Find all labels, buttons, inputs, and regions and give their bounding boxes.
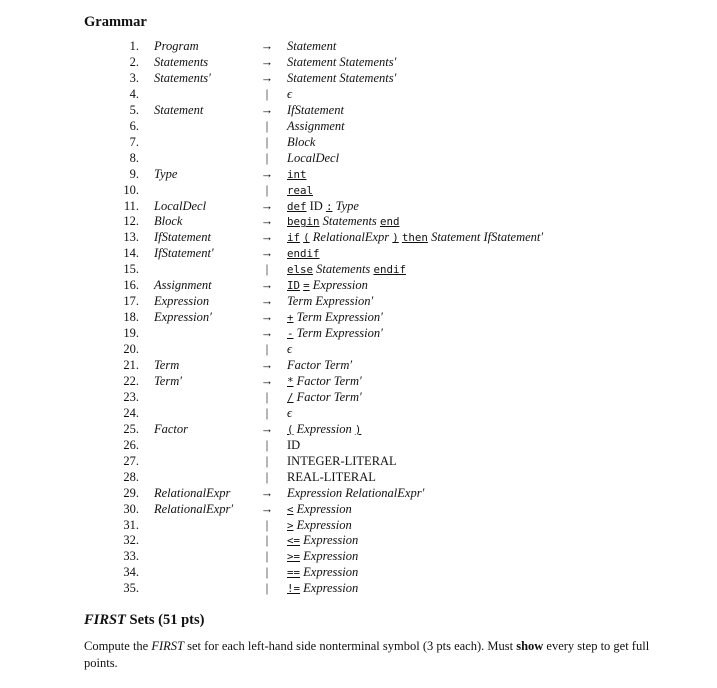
- nonterminal-symbol: Block: [287, 134, 316, 149]
- production-arrow: →: [260, 54, 274, 69]
- rule-rhs: [287, 182, 313, 199]
- nonterminal-symbol: Term Expression′: [293, 326, 383, 341]
- rule-number: 28.: [123, 469, 139, 484]
- nonterminal-symbol: Statement: [287, 39, 337, 53]
- rule-lhs: Expression: [154, 294, 210, 309]
- nonterminal-symbol: Term Expression′: [293, 310, 383, 325]
- rule-rhs: [287, 405, 292, 421]
- rule-lhs: Program: [154, 39, 199, 53]
- rule-number: 27.: [123, 453, 139, 468]
- rule-number: 9.: [129, 166, 139, 181]
- grammar-rule: [0, 580, 717, 596]
- production-arrow: →: [260, 198, 274, 213]
- rule-rhs: [287, 548, 358, 565]
- nonterminal-symbol: Expression: [309, 278, 368, 293]
- grammar-rule: [0, 501, 717, 517]
- alternative-bar: |: [265, 453, 269, 468]
- rule-rhs: [287, 118, 345, 134]
- rule-number: 3.: [129, 70, 139, 85]
- first-sets-instructions: [84, 638, 664, 672]
- nonterminal-symbol: Factor Term′: [293, 389, 362, 404]
- nonterminal-symbol: Expression RelationalExpr′: [287, 485, 425, 500]
- nonterminal-symbol: ϵ: [287, 405, 293, 420]
- nonterminal-symbol: Type: [332, 198, 359, 213]
- nonterminal-symbol: Expression: [293, 517, 352, 532]
- instr-text-show: show: [516, 639, 544, 653]
- production-arrow: →: [260, 326, 274, 341]
- nonterminal-symbol: Statements: [319, 214, 380, 229]
- terminal-token: !=: [287, 582, 301, 596]
- grammar-rule: [0, 229, 717, 245]
- rule-number: 23.: [123, 389, 139, 404]
- nonterminal-symbol: LocalDecl: [287, 150, 340, 165]
- grammar-rule: [0, 118, 717, 134]
- production-arrow: →: [260, 294, 274, 309]
- rule-number: 32.: [123, 533, 139, 548]
- token-text: ID: [287, 437, 301, 452]
- production-arrow: →: [260, 278, 274, 293]
- grammar-rule: [0, 182, 717, 198]
- alternative-bar: |: [265, 86, 269, 101]
- rule-rhs: [287, 54, 396, 70]
- production-arrow: →: [260, 373, 274, 388]
- terminal-token: :: [325, 199, 333, 213]
- grammar-rule: [0, 213, 717, 229]
- nonterminal-symbol: Statement IfStatement′: [427, 230, 544, 245]
- terminal-token: ==: [287, 566, 301, 580]
- rule-rhs: [287, 341, 292, 357]
- rule-lhs: Statement: [154, 102, 204, 117]
- rule-lhs: IfStatement′: [154, 246, 214, 261]
- rule-rhs: [287, 261, 406, 278]
- grammar-rule: [0, 437, 717, 453]
- grammar-rule: [0, 421, 717, 437]
- terminal-token: >: [287, 518, 294, 532]
- rule-rhs: [287, 517, 352, 534]
- rule-number: 26.: [123, 437, 139, 452]
- terminal-token: /: [287, 390, 294, 404]
- alternative-bar: |: [265, 437, 269, 452]
- rule-number: 25.: [123, 421, 139, 436]
- alternative-bar: |: [265, 389, 269, 404]
- rule-lhs: RelationalExpr′: [154, 501, 234, 516]
- rule-rhs: [287, 389, 362, 406]
- terminal-token: endif: [287, 247, 320, 261]
- rule-number: 14.: [123, 246, 139, 261]
- rule-rhs: [287, 580, 358, 597]
- alternative-bar: |: [265, 469, 269, 484]
- grammar-heading: Grammar: [84, 14, 147, 30]
- production-arrow: →: [260, 358, 274, 372]
- nonterminal-symbol: Expression: [293, 421, 355, 436]
- nonterminal-symbol: Assignment: [287, 118, 345, 133]
- instr-text-2: set for each left-hand side nonterminal symbol (3 pts each). Must: [184, 639, 517, 653]
- nonterminal-symbol: Expression: [300, 581, 359, 596]
- token-text: ID: [306, 198, 326, 213]
- rule-rhs: [287, 229, 543, 246]
- grammar-rule: [0, 389, 717, 405]
- rule-lhs: Statements: [154, 54, 209, 69]
- terminal-token: =: [303, 279, 310, 293]
- rule-number: 31.: [123, 517, 139, 532]
- rule-rhs: [287, 485, 424, 501]
- rule-lhs: Term: [154, 358, 180, 372]
- grammar-rule: [0, 469, 717, 485]
- rule-number: 1.: [129, 39, 139, 53]
- rule-lhs: RelationalExpr: [154, 485, 231, 500]
- rule-number: 22.: [123, 373, 139, 388]
- grammar-rule: [0, 309, 717, 325]
- rule-number: 35.: [123, 581, 139, 596]
- grammar-rule: [0, 102, 717, 118]
- alternative-bar: |: [265, 134, 269, 149]
- instr-text-1: Compute the: [84, 639, 152, 653]
- alternative-bar: |: [265, 182, 269, 197]
- rule-rhs: [287, 325, 383, 342]
- rule-rhs: [287, 198, 359, 215]
- grammar-rule: [0, 548, 717, 564]
- terminal-token: (: [287, 422, 294, 436]
- grammar-rule: [0, 357, 717, 373]
- production-arrow: →: [260, 70, 274, 85]
- rule-lhs: LocalDecl: [154, 198, 207, 213]
- grammar-rule: [0, 373, 717, 389]
- rule-rhs: [287, 70, 396, 86]
- alternative-bar: |: [265, 533, 269, 548]
- first-sets-heading-italic: FIRST: [84, 612, 126, 628]
- nonterminal-symbol: Term Expression′: [287, 294, 374, 309]
- terminal-token: *: [287, 374, 294, 388]
- rule-number: 12.: [123, 214, 139, 229]
- terminal-token: real: [287, 183, 314, 197]
- instr-text-first: FIRST: [151, 639, 184, 653]
- rule-number: 7.: [129, 134, 139, 149]
- rule-rhs: [287, 38, 336, 54]
- production-arrow: →: [260, 39, 274, 53]
- terminal-token: int: [287, 167, 307, 181]
- rule-number: 19.: [123, 326, 139, 341]
- rule-number: 2.: [129, 54, 139, 69]
- rule-rhs: [287, 150, 339, 166]
- alternative-bar: |: [265, 405, 269, 420]
- rule-rhs: [287, 373, 362, 390]
- grammar-rule: [0, 325, 717, 341]
- terminal-token: <: [287, 502, 294, 516]
- rule-lhs: Assignment: [154, 278, 212, 293]
- terminal-token: >=: [287, 550, 301, 564]
- grammar-rule: [0, 198, 717, 214]
- rule-number: 5.: [129, 102, 139, 117]
- terminal-token: if: [287, 231, 301, 245]
- nonterminal-symbol: RelationalExpr: [309, 230, 393, 245]
- rule-lhs: Factor: [154, 421, 189, 436]
- terminal-token: +: [287, 311, 294, 325]
- nonterminal-symbol: Expression: [300, 533, 359, 548]
- alternative-bar: |: [265, 262, 269, 277]
- alternative-bar: |: [265, 150, 269, 165]
- terminal-token: endif: [373, 263, 406, 277]
- terminal-token: ): [392, 231, 399, 245]
- production-arrow: →: [260, 246, 274, 261]
- production-arrow: →: [260, 421, 274, 436]
- rule-rhs: [287, 213, 399, 230]
- token-text: INTEGER-LITERAL: [287, 453, 397, 468]
- first-sets-heading: [84, 612, 204, 629]
- production-arrow: →: [260, 310, 274, 325]
- rule-rhs: [287, 501, 352, 518]
- rule-rhs: [287, 134, 315, 150]
- terminal-token: <=: [287, 534, 301, 548]
- nonterminal-symbol: Factor Term′: [287, 358, 353, 372]
- terminal-token: begin: [287, 215, 320, 229]
- rule-number: 6.: [129, 118, 139, 133]
- rule-number: 33.: [123, 549, 139, 564]
- alternative-bar: |: [265, 565, 269, 580]
- nonterminal-symbol: ϵ: [287, 342, 293, 357]
- production-arrow: →: [260, 166, 274, 181]
- rule-lhs: Statements′: [154, 70, 211, 85]
- nonterminal-symbol: Statement Statements′: [287, 54, 397, 69]
- grammar-rule: [0, 134, 717, 150]
- production-arrow: →: [260, 230, 274, 245]
- terminal-token: then: [401, 231, 428, 245]
- instr-text-3: every step to get full points.: [84, 639, 650, 670]
- terminal-token: -: [287, 327, 294, 341]
- terminal-token: (: [303, 231, 310, 245]
- alternative-bar: |: [265, 342, 269, 357]
- grammar-rule: [0, 485, 717, 501]
- grammar-rule: [0, 277, 717, 293]
- token-text: REAL-LITERAL: [287, 469, 376, 484]
- terminal-token: def: [287, 199, 307, 213]
- grammar-rule: [0, 261, 717, 277]
- rule-rhs: [287, 86, 292, 102]
- rule-number: 20.: [123, 342, 139, 357]
- rule-lhs: Type: [154, 166, 178, 181]
- production-arrow: →: [260, 485, 274, 500]
- rule-number: 4.: [129, 86, 139, 101]
- alternative-bar: |: [265, 118, 269, 133]
- alternative-bar: |: [265, 549, 269, 564]
- rule-number: 8.: [129, 150, 139, 165]
- grammar-rule: [0, 517, 717, 533]
- grammar-rule: [0, 38, 717, 54]
- rule-number: 34.: [123, 565, 139, 580]
- grammar-rule: [0, 405, 717, 421]
- rule-rhs: [287, 309, 383, 326]
- rule-number: 29.: [123, 485, 139, 500]
- production-arrow: →: [260, 102, 274, 117]
- grammar-rule: [0, 453, 717, 469]
- grammar-rule: [0, 54, 717, 70]
- rule-rhs: [287, 421, 361, 438]
- grammar-rule: [0, 532, 717, 548]
- rule-rhs: [287, 469, 376, 485]
- rule-rhs: [287, 245, 320, 262]
- rule-lhs: IfStatement: [154, 230, 211, 245]
- nonterminal-symbol: Expression: [300, 565, 359, 580]
- rule-rhs: [287, 102, 344, 118]
- rule-rhs: [287, 453, 397, 469]
- alternative-bar: |: [265, 581, 269, 596]
- production-arrow: →: [260, 214, 274, 229]
- rule-rhs: [287, 166, 307, 183]
- terminal-token: else: [287, 263, 314, 277]
- nonterminal-symbol: Expression: [293, 501, 352, 516]
- grammar-rule: [0, 70, 717, 86]
- rule-number: 24.: [123, 405, 139, 420]
- nonterminal-symbol: Statements: [313, 262, 374, 277]
- terminal-token: ): [354, 422, 362, 436]
- terminal-token: ID: [287, 279, 301, 293]
- rule-number: 21.: [123, 358, 139, 372]
- rule-rhs: [287, 357, 352, 373]
- rule-lhs: Block: [154, 214, 183, 229]
- grammar-rule: [0, 86, 717, 102]
- first-sets-heading-rest: Sets (51 pts): [125, 612, 205, 628]
- nonterminal-symbol: Statement Statements′: [287, 70, 397, 85]
- terminal-token: end: [379, 215, 400, 229]
- grammar-rule: [0, 564, 717, 580]
- rule-number: 11.: [123, 198, 139, 213]
- grammar-rule: [0, 293, 717, 309]
- grammar-rule: [0, 341, 717, 357]
- rule-rhs: [287, 277, 368, 294]
- rule-rhs: [287, 564, 358, 581]
- nonterminal-symbol: Expression: [300, 549, 359, 564]
- rule-number: 16.: [123, 278, 139, 293]
- rule-lhs: Term′: [154, 373, 182, 388]
- nonterminal-symbol: Factor Term′: [293, 373, 362, 388]
- production-arrow: →: [260, 501, 274, 516]
- alternative-bar: |: [265, 517, 269, 532]
- rule-rhs: [287, 437, 300, 453]
- rule-lhs: Expression′: [154, 310, 212, 325]
- rule-number: 30.: [123, 501, 139, 516]
- nonterminal-symbol: IfStatement: [287, 102, 344, 117]
- rule-number: 18.: [123, 310, 139, 325]
- grammar-rule: [0, 166, 717, 182]
- grammar-rule: [0, 245, 717, 261]
- rule-rhs: [287, 532, 358, 549]
- rule-rhs: [287, 293, 373, 309]
- rule-number: 10.: [123, 182, 139, 197]
- rule-number: 13.: [123, 230, 139, 245]
- rule-number: 15.: [123, 262, 139, 277]
- rule-number: 17.: [123, 294, 139, 309]
- grammar-rule: [0, 150, 717, 166]
- nonterminal-symbol: ϵ: [287, 86, 293, 101]
